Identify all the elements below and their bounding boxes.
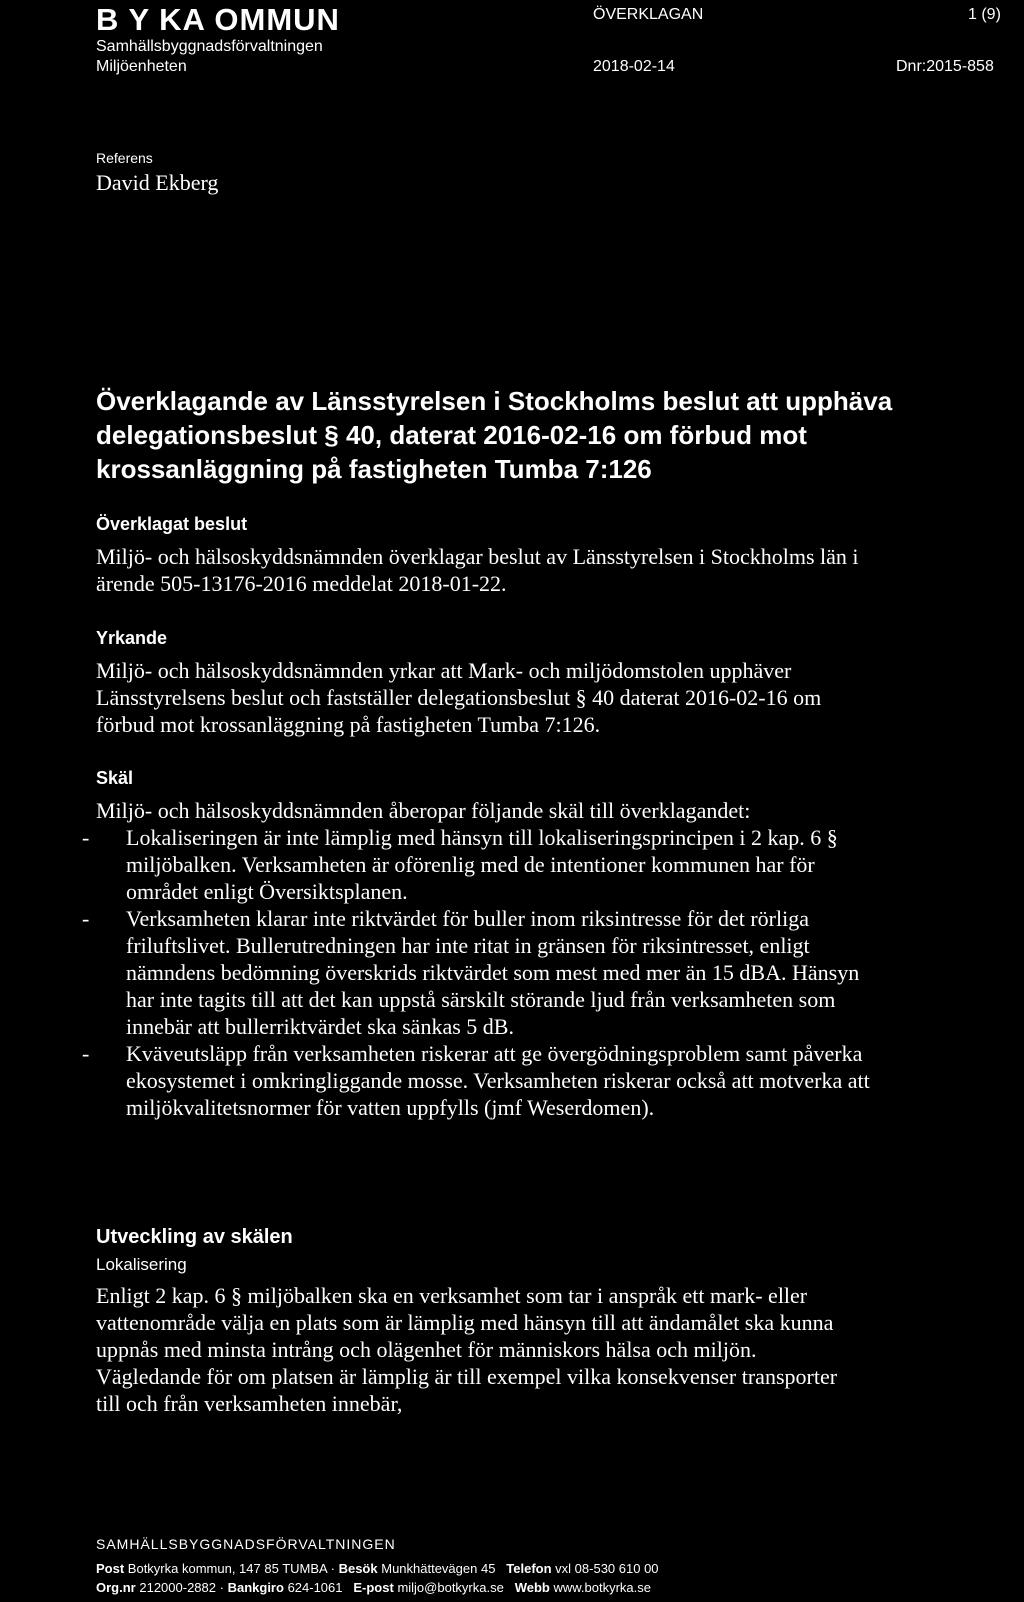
- reference-name: David Ekberg: [96, 170, 219, 195]
- section-heading-utveckling: Utveckling av skälen: [96, 1226, 293, 1248]
- footer-line-2: [96, 1580, 651, 1595]
- footer-email-label: E-post: [353, 1580, 394, 1595]
- footer-web-label: Webb: [514, 1580, 550, 1595]
- bullet-text: Lokaliseringen är inte lämplig med hänsyn till lokaliseringsprincipen i 2 kap. 6 § miljöbalken. Verksamheten är oförenlig med de intentioner kommunen har för området enligt Översiktsplanen.: [126, 825, 838, 904]
- skal-bullet-list: [82, 824, 872, 1121]
- bullet-marker: -: [82, 825, 90, 850]
- section-text-overklagat: Miljö- och hälsoskyddsnämnden överklagar beslut av Länsstyrelsen i Stockholms län i ärende 505-13176-2016 meddelat 2018-01-22.: [96, 544, 859, 596]
- document-title: Överklagande av Länsstyrelsen i Stockholms beslut att upphäva delegationsbeslut § 40, daterat 2016-02-16 om förbud mot krossanläggning på fastigheten Tumba 7:126: [96, 386, 893, 484]
- footer-post-label: Post: [96, 1561, 125, 1576]
- footer-bankgiro-value: 624-1061: [287, 1580, 343, 1595]
- bullet-marker: -: [82, 906, 90, 931]
- reference-label: Referens: [96, 150, 153, 166]
- section-text-yrkande: Miljö- och hälsoskyddsnämnden yrkar att Mark- och miljödomstolen upphäver Länsstyrelsens beslut och fastställer delegationsbeslut § 40 daterat 2016-02-16 om förbud mot krossanläggning på fastigheten Tumba 7:126.: [96, 658, 822, 737]
- section-heading-skal: Skäl: [96, 768, 134, 788]
- page-number: 1 (9): [968, 6, 1001, 23]
- section-text-skal-intro: Miljö- och hälsoskyddsnämnden åberopar följande skäl till överklagandet:: [96, 798, 751, 823]
- list-item: [82, 824, 872, 905]
- footer-phone-value: vxl 08-530 610 00: [555, 1561, 659, 1576]
- footer-visit-value: Munkhättevägen 45: [381, 1561, 496, 1576]
- document-date: 2018-02-14: [593, 58, 675, 75]
- list-item: [82, 1040, 872, 1121]
- footer-web-value[interactable]: www.botkyrka.se: [553, 1580, 652, 1595]
- department-name: Samhällsbyggnadsförvaltningen: [96, 38, 323, 55]
- section-text-utveckling: Enligt 2 kap. 6 § miljöbalken ska en verksamhet som tar i anspråk ett mark- eller vattenområde välja en plats som är lämplig med hänsyn till att ändamålet ska kunna uppnås med minsta intrång och olägenhet för människors hälsa och miljön. Vägledande för om platsen är lämplig är till exempel vilka konsekvenser transporter till och från verksamheten innebär,: [96, 1283, 838, 1416]
- document-type: ÖVERKLAGAN: [593, 6, 704, 23]
- list-item: [82, 905, 872, 1040]
- unit-name: Miljöenheten: [96, 58, 187, 75]
- section-heading-overklagat: Överklagat beslut: [96, 514, 248, 534]
- bullet-text: Kväveutsläpp från verksamheten riskerar att ge övergödningsproblem samt påverka ekosystemet i omkringliggande mosse. Verksamheten riskerar också att motverka att miljökvalitetsnormer för vatten uppfylls (jmf Weserdomen).: [126, 1041, 870, 1120]
- case-number: Dnr:2015-858: [896, 58, 994, 75]
- section-heading-yrkande: Yrkande: [96, 628, 168, 648]
- footer-orgnr-label: Org.nr: [96, 1580, 136, 1595]
- bullet-text: Verksamheten klarar inte riktvärdet för buller inom riksintresse för det rörliga friluftslivet. Bullerutredningen har inte ritat in gränsen för riksintresset, enligt nämndens bedömning överskrids riktvärdet som mest med mer än 15 dBA. Hänsyn har inte tagits till att det kan uppstå särskilt störande ljud från verksamheten som innebär att bullerriktvärdet ska sänkas 5 dB.: [126, 906, 860, 1039]
- municipality-logo-text: B Y KA OMMUN: [96, 2, 340, 37]
- footer-separator: ·: [219, 1580, 224, 1595]
- footer-email-value[interactable]: miljo@botkyrka.se: [397, 1580, 504, 1595]
- footer-separator: ·: [330, 1561, 335, 1576]
- footer-visit-label: Besök: [338, 1561, 378, 1576]
- footer-phone-label: Telefon: [506, 1561, 552, 1576]
- footer-line-1: [96, 1561, 659, 1576]
- bullet-marker: -: [82, 1041, 90, 1066]
- footer-org: SAMHÄLLSBYGGNADSFÖRVALTNINGEN: [96, 1536, 396, 1552]
- footer-bankgiro-label: Bankgiro: [227, 1580, 284, 1595]
- section-subheading-lokalisering: Lokalisering: [96, 1255, 187, 1274]
- footer-post-value: Botkyrka kommun, 147 85 TUMBA: [127, 1561, 327, 1576]
- footer-orgnr-value: 212000-2882: [139, 1580, 216, 1595]
